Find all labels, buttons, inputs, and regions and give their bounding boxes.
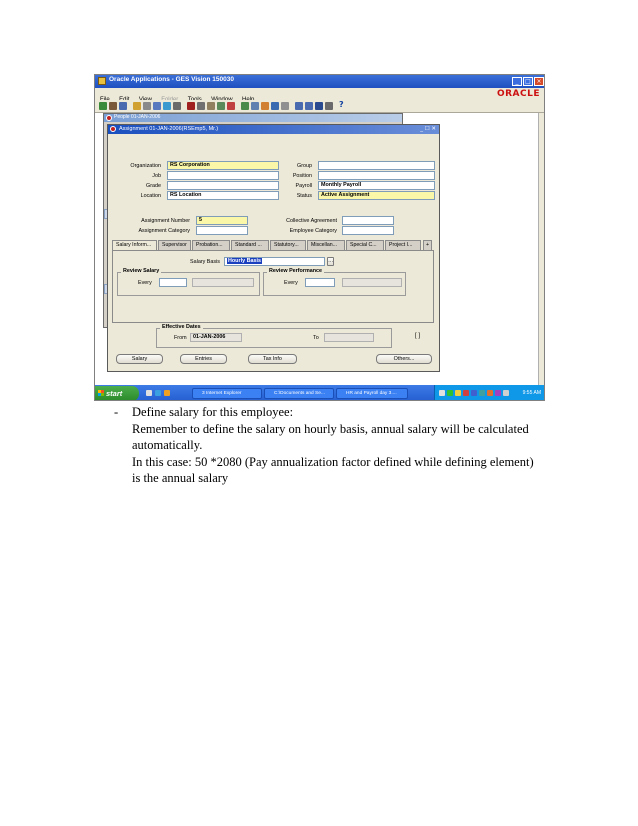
tray-clock: 9:55 AM (522, 390, 541, 396)
tab-miscellaneous[interactable]: Miscellan... (307, 240, 345, 250)
salary-basis-label: Salary Basis (190, 259, 220, 265)
job-label: Job (152, 173, 161, 179)
review-salary-frequency-field[interactable] (192, 278, 254, 287)
mdi-workspace (95, 113, 545, 385)
collective-agreement-label: Collective Agreement (286, 218, 337, 224)
payroll-field[interactable]: Monthly Payroll (318, 181, 435, 190)
status-field[interactable]: Active Assignment (318, 191, 435, 200)
location-field[interactable]: RS Location (167, 191, 279, 200)
effective-dates-title: Effective Dates (162, 324, 201, 330)
instruction-line-4: In this case: 50 *2080 (Pay annualization factor defined while defining element) (132, 454, 534, 469)
instruction-line-2: Remember to define the salary on hourly basis, annual salary will be calculated (132, 421, 529, 436)
app-title-bar (95, 75, 545, 88)
clear-icon[interactable] (217, 102, 225, 110)
tray-security-icon[interactable] (463, 390, 469, 396)
instruction-text (132, 404, 602, 487)
group-field[interactable] (318, 161, 435, 170)
salary-basis-field[interactable] (224, 257, 325, 266)
show-desktop-icon[interactable] (146, 390, 152, 396)
salary-basis-lov-button[interactable]: … (328, 258, 334, 264)
employee-category-label: Employee Category (289, 228, 337, 234)
windows-taskbar (95, 385, 545, 401)
assignment-number-field[interactable]: 5 (196, 216, 248, 225)
app-icon (98, 77, 106, 85)
tab-supervisor[interactable]: Supervisor (158, 240, 191, 250)
tray-app2-icon[interactable] (479, 390, 485, 396)
app-title: Oracle Applications - GES Vision 150030 (109, 76, 234, 83)
review-performance-group (263, 268, 406, 296)
taskbar-item-ie[interactable]: 3 Internet Explorer (192, 388, 262, 399)
salary-information-panel (112, 250, 434, 323)
organization-label: Organization (130, 163, 161, 169)
tab-salary-information[interactable]: Salary Inform... (112, 240, 157, 251)
effective-from-field[interactable]: 01-JAN-2006 (190, 333, 242, 342)
edit-icon[interactable] (241, 102, 249, 110)
oracle-logo: ORACLE (496, 89, 540, 99)
salary-button[interactable]: Salary (116, 354, 163, 364)
window2-icon[interactable] (305, 102, 313, 110)
effective-to-label: To (313, 335, 319, 341)
system-tray (434, 385, 545, 401)
assignment-window (107, 124, 440, 372)
windows-flag-icon (98, 390, 104, 396)
location-label: Location (140, 193, 161, 199)
open-folder-icon[interactable] (133, 102, 141, 110)
tab-probation[interactable]: Probation... (192, 240, 230, 250)
review-salary-group (117, 268, 260, 296)
internet-explorer-icon[interactable] (155, 390, 161, 396)
navigator-icon[interactable] (153, 102, 161, 110)
tax-info-button[interactable]: Tax Info (248, 354, 297, 364)
toolbar (95, 100, 545, 113)
zoom-icon[interactable] (163, 102, 171, 110)
menu-bar (95, 88, 545, 100)
translation-icon[interactable] (261, 102, 269, 110)
grade-label: Grade (146, 183, 161, 189)
print-icon[interactable] (143, 102, 151, 110)
effective-to-field[interactable] (324, 333, 374, 342)
tray-app4-icon[interactable] (495, 390, 501, 396)
instruction-line-3: automatically. (132, 438, 203, 452)
tab-special[interactable]: Special C... (346, 240, 384, 250)
window3-icon[interactable] (315, 102, 323, 110)
attachments-icon[interactable] (271, 102, 279, 110)
assignment-window-icon (110, 126, 116, 132)
review-performance-frequency-field[interactable] (342, 278, 402, 287)
position-label: Position (292, 173, 312, 179)
window4-icon[interactable] (325, 102, 333, 110)
tray-app3-icon[interactable] (487, 390, 493, 396)
review-performance-every-label: Every (284, 280, 298, 286)
instruction-line-5: is the annual salary (132, 471, 229, 485)
tray-app-icon[interactable] (471, 390, 477, 396)
group-label: Group (297, 163, 312, 169)
maximize-button[interactable]: □ (523, 77, 533, 86)
folder-quicklaunch-icon[interactable] (164, 390, 170, 396)
review-salary-every-label: Every (138, 280, 152, 286)
assignment-number-label: Assignment Number (141, 218, 190, 224)
people-window-icon (106, 115, 112, 121)
tray-network-icon[interactable] (447, 390, 453, 396)
review-salary-title: Review Salary (123, 268, 160, 274)
folder-icon[interactable] (281, 102, 289, 110)
employee-category-field[interactable] (342, 226, 394, 235)
save-icon[interactable] (119, 102, 127, 110)
instruction-line-1: Define salary for this employee: (132, 405, 294, 419)
entries-button[interactable]: Entries (180, 354, 227, 364)
people-title: People 01-JAN-2006 (114, 114, 161, 120)
tray-volume-icon[interactable] (455, 390, 461, 396)
new-icon[interactable] (99, 102, 107, 110)
position-field[interactable] (318, 171, 435, 180)
date-track-button[interactable]: [ ] (415, 333, 421, 339)
assignment-title: Assignment 01-JAN-2006(RSEmp5, Mr.) (119, 126, 219, 132)
assignment-category-label: Assignment Category (138, 228, 190, 234)
tab-project[interactable]: Project I... (385, 240, 421, 250)
workspace-scrollbar[interactable] (538, 113, 545, 385)
salary-basis-selection: Hourly Basis (228, 258, 261, 264)
taskbar-item-document[interactable]: HR and Payroll day 3.... (336, 388, 408, 399)
effective-dates-group (156, 324, 392, 348)
application-screenshot (94, 74, 545, 401)
tab-more-button[interactable]: + (423, 240, 432, 250)
payroll-label: Payroll (295, 183, 312, 189)
review-performance-title: Review Performance (269, 268, 323, 274)
window-controls[interactable]: _ ☐ ✕ (420, 126, 436, 132)
effective-from-label: From (174, 335, 187, 341)
review-performance-every-field[interactable] (305, 278, 335, 287)
window-icon[interactable] (295, 102, 303, 110)
tray-app5-icon[interactable] (503, 390, 509, 396)
folder-tools-icon[interactable] (251, 102, 259, 110)
attach-icon[interactable] (173, 102, 181, 110)
delete-icon[interactable] (227, 102, 235, 110)
collective-agreement-field[interactable] (342, 216, 394, 225)
start-button[interactable] (95, 386, 139, 401)
job-field[interactable] (167, 171, 279, 180)
help-icon[interactable]: ? (339, 100, 344, 109)
organization-field[interactable]: RS Corporation (167, 161, 279, 170)
others-button[interactable]: Others... (376, 354, 432, 364)
paste-icon[interactable] (207, 102, 215, 110)
tray-icon[interactable] (439, 390, 445, 396)
start-label: start (106, 389, 123, 398)
taskbar-item-explorer[interactable]: C:\Documents and Se... (264, 388, 334, 399)
review-salary-every-field[interactable] (159, 278, 187, 287)
instruction-bullet: - (114, 405, 119, 419)
find-icon[interactable] (109, 102, 117, 110)
status-label: Status (296, 193, 312, 199)
minimize-button[interactable]: _ (512, 77, 522, 86)
grade-field[interactable] (167, 181, 279, 190)
assignment-title-bar (108, 125, 439, 134)
people-title-bar (104, 114, 402, 122)
close-button[interactable]: × (534, 77, 544, 86)
copy-icon[interactable] (197, 102, 205, 110)
tab-statutory[interactable]: Statutory... (270, 240, 306, 250)
tab-standard[interactable]: Standard ... (231, 240, 269, 250)
cut-icon[interactable] (187, 102, 195, 110)
assignment-category-field[interactable] (196, 226, 248, 235)
